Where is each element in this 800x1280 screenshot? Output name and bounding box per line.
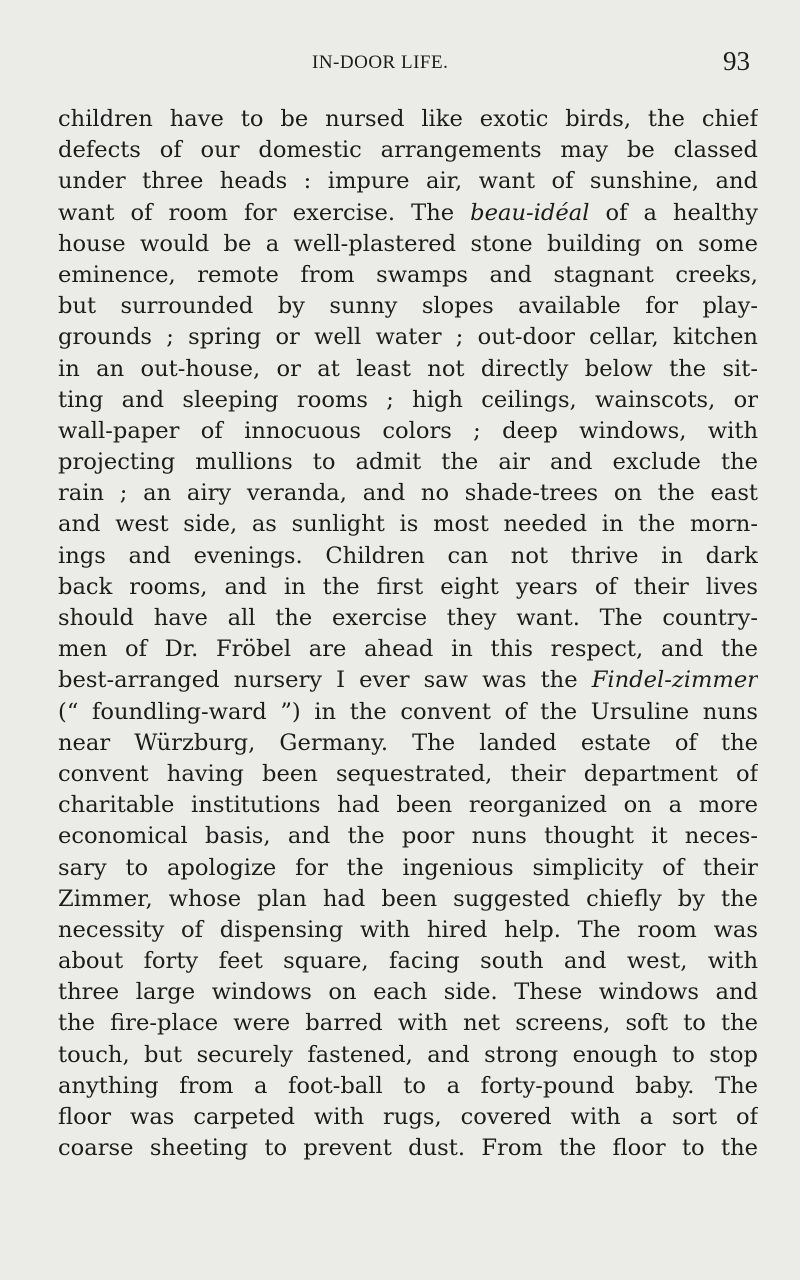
- text-line: [58, 634, 758, 665]
- text-line: [58, 104, 758, 135]
- text-line: [58, 447, 758, 478]
- text-line: [58, 385, 758, 416]
- text-segment: coarse sheeting to prevent dust. From the floor to the: [58, 1135, 758, 1162]
- text-line: [58, 291, 758, 322]
- text-segment: back rooms, and in the first eight years of their lives: [58, 573, 758, 600]
- text-line: [58, 821, 758, 852]
- text-segment: anything from a foot-ball to a forty-pound baby. The: [58, 1072, 758, 1099]
- text-line: [58, 946, 758, 977]
- text-line: [58, 603, 758, 634]
- text-line: [58, 759, 758, 790]
- text-segment: but surrounded by sunny slopes available for play-: [58, 293, 758, 320]
- text-line: [58, 853, 758, 884]
- text-segment: the fire-place were barred with net screens, soft to the: [58, 1010, 758, 1037]
- text-line: [58, 977, 758, 1008]
- body-paragraph: [58, 104, 758, 1164]
- text-segment: charitable institutions had been reorganized on a more: [58, 792, 758, 819]
- text-segment: (“ foundling-ward ”) in the convent of the Ursuline nuns: [58, 698, 758, 725]
- text-line: [58, 135, 758, 166]
- text-line: [58, 915, 758, 946]
- text-line: [58, 229, 758, 260]
- text-line: [58, 541, 758, 572]
- text-segment: in an out-house, or at least not directly below the sit-: [58, 355, 758, 382]
- text-segment: projecting mullions to admit the air and exclude the: [58, 449, 758, 476]
- text-line: [58, 416, 758, 447]
- text-segment: rain ; an airy veranda, and no shade-trees on the east: [58, 480, 758, 507]
- text-segment: grounds ; spring or well water ; out-door cellar, kitchen: [58, 324, 758, 351]
- text-line: [58, 728, 758, 759]
- text-segment: convent having been sequestrated, their department of: [58, 760, 758, 787]
- text-line: [58, 790, 758, 821]
- text-line: [58, 1008, 758, 1039]
- text-line: [58, 1102, 758, 1133]
- text-line: [58, 1133, 758, 1164]
- text-segment: house would be a well-plastered stone building on some: [58, 230, 758, 257]
- page-number: 93: [723, 46, 750, 76]
- text-segment: men of Dr. Fröbel are ahead in this respect, and the: [58, 636, 758, 663]
- text-segment: want of room for exercise. The: [58, 199, 471, 226]
- text-segment: under three heads : impure air, want of sunshine, and: [58, 168, 758, 195]
- text-segment: should have all the exercise they want. The country-: [58, 605, 758, 631]
- text-segment: eminence, remote from swamps and stagnant creeks,: [58, 261, 758, 288]
- italic-phrase: Findel-zimmer: [591, 667, 758, 694]
- text-segment: children have to be nursed like exotic birds, the chief: [58, 106, 758, 132]
- text-line: [58, 1040, 758, 1071]
- text-line: [58, 322, 758, 353]
- text-line: [58, 884, 758, 915]
- italic-phrase: beau-idéal: [470, 199, 590, 226]
- text-line: [58, 665, 758, 696]
- text-segment: Zimmer, whose plan had been suggested chiefly by the: [58, 885, 758, 912]
- text-segment: touch, but securely fastened, and strong enough to stop: [58, 1041, 758, 1068]
- text-line: [58, 1071, 758, 1102]
- text-segment: economical basis, and the poor nuns thought it neces-: [58, 823, 758, 850]
- text-segment: near Würzburg, Germany. The landed estate of the: [58, 729, 758, 756]
- text-segment: about forty feet square, facing south and west, with: [58, 948, 758, 975]
- text-segment: defects of our domestic arrangements may be classed: [58, 137, 758, 164]
- text-line: [58, 509, 758, 540]
- text-segment: ings and evenings. Children can not thrive in dark: [58, 542, 758, 569]
- text-line: [58, 198, 758, 229]
- text-segment: of a healthy: [589, 199, 758, 226]
- text-segment: necessity of dispensing with hired help. The room was: [58, 916, 758, 943]
- running-title: IN-DOOR LIFE.: [312, 52, 449, 73]
- text-segment: sary to apologize for the ingenious simplicity of their: [58, 854, 758, 881]
- text-line: [58, 354, 758, 385]
- text-line: [58, 166, 758, 197]
- text-segment: ting and sleeping rooms ; high ceilings, wainscots, or: [58, 386, 758, 413]
- text-line: [58, 572, 758, 603]
- text-segment: wall-paper of innocuous colors ; deep windows, with: [58, 417, 758, 444]
- text-segment: best-arranged nursery I ever saw was the: [58, 667, 592, 694]
- running-head: [0, 46, 800, 82]
- text-line: [58, 260, 758, 291]
- text-segment: and west side, as sunlight is most needed in the morn-: [58, 511, 758, 538]
- text-segment: floor was carpeted with rugs, covered with a sort of: [58, 1104, 758, 1130]
- text-line: [58, 478, 758, 509]
- text-segment: three large windows on each side. These windows and: [58, 979, 758, 1006]
- text-line: [58, 697, 758, 728]
